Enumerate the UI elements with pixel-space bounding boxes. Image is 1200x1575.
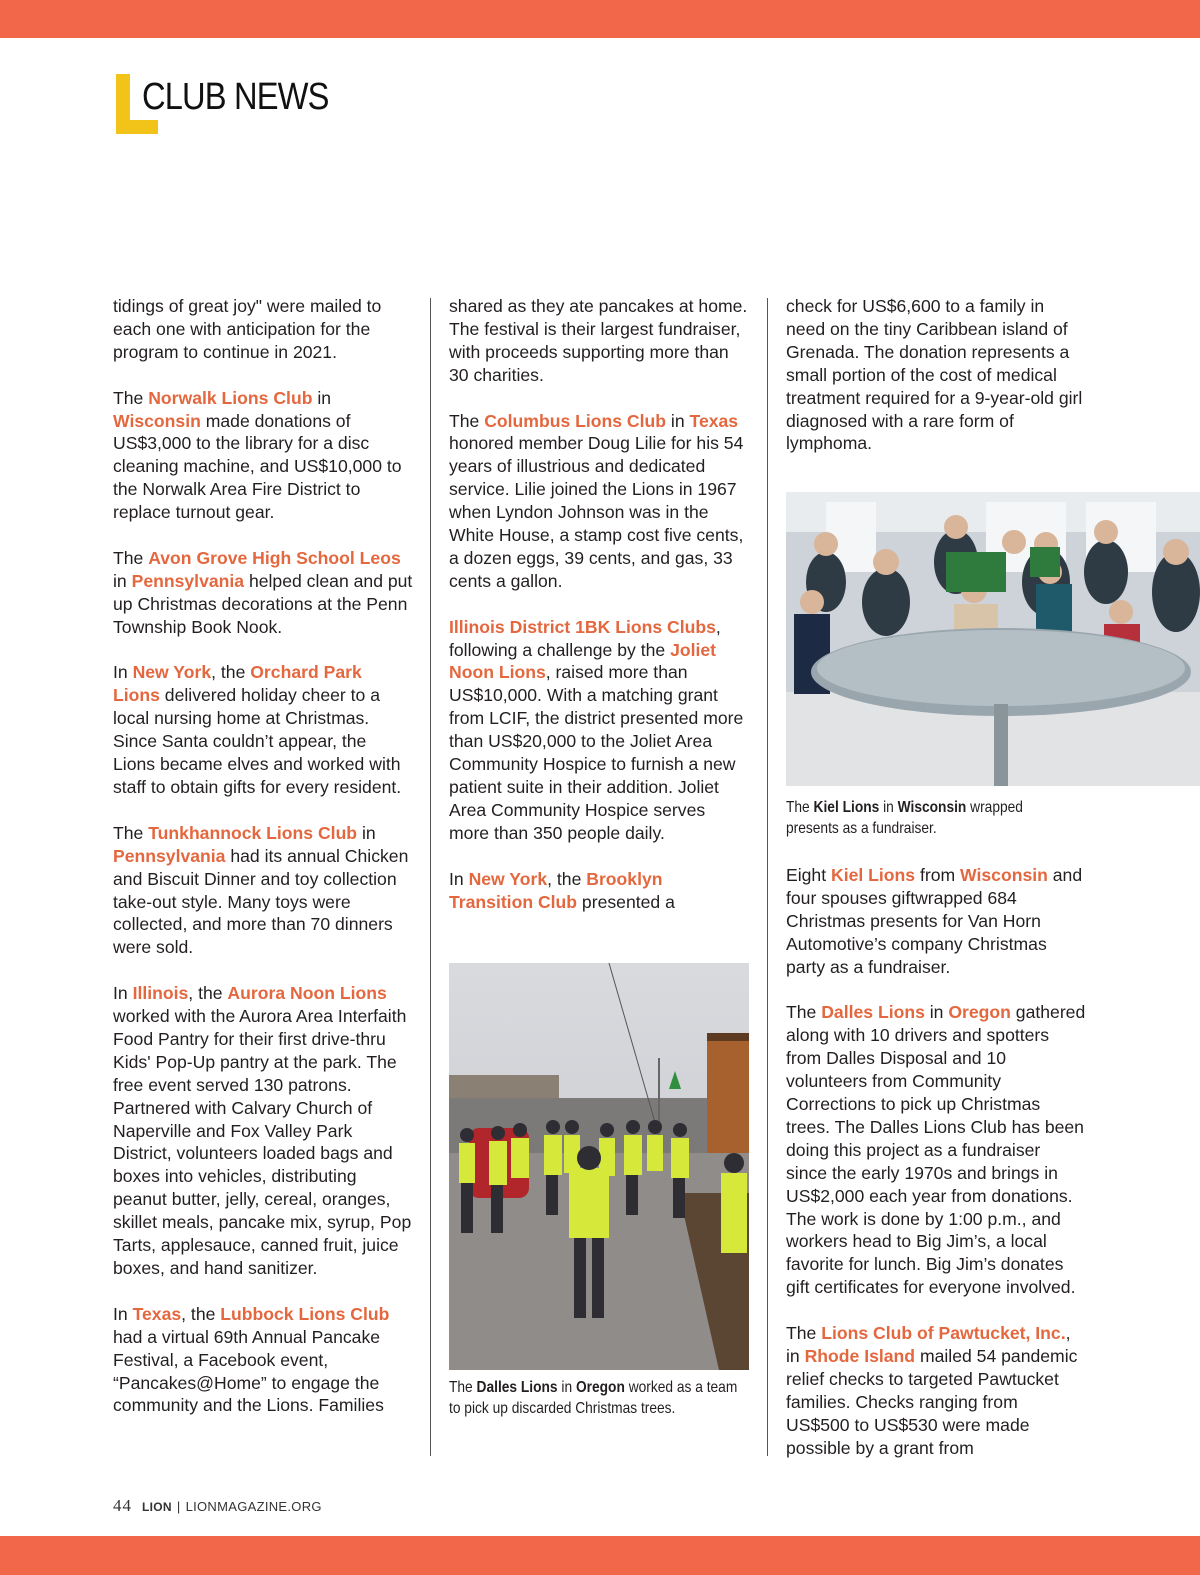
- article-paragraph: [786, 864, 1086, 979]
- footer-site-link[interactable]: LIONMAGAZINE.ORG: [185, 1499, 322, 1514]
- paragraph-text: , in: [786, 1323, 1071, 1366]
- photo-kiel-lions-wrapping: [786, 492, 1200, 786]
- page-number: 44: [113, 1496, 132, 1515]
- paragraph-text: shared as they ate pancakes at home. The festival is their largest fundraiser, with proceeds supporting more than 30 charities.: [449, 296, 748, 385]
- highlighted-name: Rhode Island: [804, 1346, 916, 1366]
- article-paragraph: [113, 387, 413, 524]
- paragraph-text: honored member Doug Lilie for his 54 years of illustrious and dedicated service. Lilie joined the Lions in 1967 when Lyndon Johnson was in the White House, a stamp cost five cents, a dozen eggs, 39 cents, and gas, 33 cents a gallon.: [449, 433, 744, 591]
- highlighted-name: Illinois: [132, 983, 189, 1004]
- paragraph-text: In: [449, 868, 469, 889]
- article-paragraph: [113, 661, 413, 798]
- article-column-2: [449, 295, 749, 936]
- article-paragraph: [449, 868, 749, 914]
- caption-bold-place: Wisconsin: [897, 799, 967, 816]
- paragraph-text: , the: [547, 868, 587, 889]
- caption-bold-club: Dalles Lions: [476, 1379, 558, 1396]
- paragraph-text: In: [113, 1303, 133, 1324]
- article-column-1: [113, 295, 413, 1440]
- highlighted-name: Orchard Park Lions: [113, 662, 362, 706]
- article-paragraph: [449, 295, 749, 387]
- paragraph-text: delivered holiday cheer to a local nursing home at Christmas. Since Santa couldn’t appear, the Lions became elves and worked with staff to obtain gifts for every resident.: [113, 685, 402, 797]
- bottom-accent-bar: [0, 1536, 1200, 1575]
- photo-dalles-lions-christmas-trees: [449, 963, 749, 1370]
- article-paragraph: [113, 982, 413, 1280]
- paragraph-text: check for US$6,600 to a family in need on the tiny Caribbean island of Grenada. The donation represents a small portion of the cost of medical treatment required for a 9-year-old girl diagnosed with a rare form of lymphoma.: [786, 296, 1083, 454]
- highlighted-name: Illinois District 1BK Lions Clubs: [449, 616, 716, 637]
- paragraph-text: and four spouses giftwrapped 684 Christmas presents for Van Horn Automotive’s company Christmas party as a fundraiser.: [786, 865, 1083, 977]
- paragraph-text: gathered along with 10 drivers and spotters from Dalles Disposal and 10 volunteers from Community Corrections to pick up Christmas trees. The Dalles Lions Club has been doing this project as a fundraiser since the early 1970s and brings in US$2,000 each year from donations. The work is done by 1:00 p.m., and workers head to Big Jim’s, a local favorite for lunch. Big Jim’s donates gift certificates for everyone involved.: [786, 1002, 1086, 1298]
- section-title: CLUB NEWS: [142, 76, 329, 118]
- paragraph-text: The: [786, 1323, 822, 1344]
- paragraph-text: in: [312, 387, 332, 408]
- article-paragraph: [113, 1303, 413, 1418]
- paragraph-text: in: [666, 410, 690, 431]
- paragraph-text: in: [924, 1002, 949, 1023]
- paragraph-text: had a virtual 69th Annual Pancake Festival, a Facebook event, “Pancakes@Home” to engage the community and the Lions. Families: [113, 1326, 384, 1416]
- paragraph-text: The: [113, 387, 149, 408]
- highlighted-name: Kiel Lions: [831, 865, 916, 885]
- page-footer: [113, 1496, 322, 1516]
- paragraph-text: The: [786, 1002, 822, 1023]
- highlighted-name: Lions Club of Pawtucket, Inc.: [821, 1323, 1066, 1344]
- article-paragraph: [786, 1322, 1086, 1459]
- paragraph-text: in: [357, 822, 376, 843]
- highlighted-name: Pennsylvania: [131, 570, 245, 591]
- paragraph-text: , the: [211, 662, 251, 683]
- highlighted-name: Avon Grove High School Leos: [148, 547, 401, 568]
- paragraph-text: In: [113, 983, 133, 1004]
- paragraph-text: , the: [188, 983, 228, 1004]
- highlighted-name: Norwalk Lions Club: [148, 387, 313, 408]
- highlighted-name: Pennsylvania: [113, 845, 226, 866]
- top-accent-bar: [0, 0, 1200, 38]
- highlighted-name: Tunkhannock Lions Club: [148, 822, 358, 843]
- paragraph-text: from: [915, 865, 961, 885]
- highlighted-name: New York: [132, 662, 212, 683]
- paragraph-text: , following a challenge by the: [449, 616, 721, 660]
- footer-separator: |: [176, 1499, 181, 1514]
- paragraph-text: In: [113, 662, 133, 683]
- paragraph-text: , the: [181, 1303, 221, 1324]
- paragraph-text: Eight: [786, 865, 831, 885]
- paragraph-text: The: [113, 822, 149, 843]
- highlighted-name: New York: [468, 868, 548, 889]
- column-divider: [767, 298, 768, 1456]
- article-paragraph: [113, 547, 413, 639]
- article-paragraph: [449, 616, 749, 845]
- caption-bold-club: Kiel Lions: [813, 799, 880, 816]
- paragraph-text: in: [113, 570, 132, 591]
- highlighted-name: Columbus Lions Club: [484, 410, 667, 431]
- highlighted-name: Aurora Noon Lions: [227, 983, 387, 1004]
- highlighted-name: Wisconsin: [960, 865, 1048, 885]
- paragraph-text: The: [113, 547, 149, 568]
- highlighted-name: Texas: [132, 1303, 182, 1324]
- caption-bold-place: Oregon: [575, 1379, 625, 1396]
- photo-caption: The Dalles Lions in Oregon worked as a team to pick up discarded Christmas trees.: [449, 1379, 738, 1417]
- paragraph-text: worked with the Aurora Area Interfaith Food Pantry for their first drive-thru Kids' Pop-Up pantry at the park. The free event served 130 patrons. Partnered with Calvary Church of Naperville and Fox Valley Park District, volunteers loaded bags and boxes into vehicles, distributing peanut butter, jelly, cereal, oranges, skillet meals, pancake mix, syrup, Pop Tarts, applesauce, canned fruit, juice boxes, and hand sanitizer.: [113, 1006, 412, 1278]
- article-paragraph: [786, 295, 1086, 455]
- paragraph-text: The: [449, 410, 485, 431]
- article-paragraph: [449, 410, 749, 593]
- highlighted-name: Joliet Noon Lions: [449, 639, 717, 683]
- article-column-3-continued: [786, 864, 1086, 1482]
- highlighted-name: Lubbock Lions Club: [220, 1303, 390, 1324]
- photo-caption: The Kiel Lions in Wisconsin wrapped presents as a fundraiser.: [786, 799, 1023, 837]
- paragraph-text: had its annual Chicken and Biscuit Dinner and toy collection take-out style. Many toys were collected, and more than 70 dinners were sold.: [113, 845, 409, 958]
- highlighted-name: Oregon: [948, 1002, 1011, 1023]
- paragraph-text: helped clean and put up Christmas decorations at the Penn Township Book Nook.: [113, 570, 413, 637]
- highlighted-name: Dalles Lions: [821, 1002, 925, 1023]
- article-paragraph: [786, 1001, 1086, 1299]
- highlighted-name: Brooklyn Transition Club: [449, 868, 663, 912]
- paragraph-text: made donations of US$3,000 to the library for a disc cleaning machine, and US$10,000 to the Norwalk Area Fire District to replace turnout gear.: [113, 410, 402, 523]
- footer-brand: LION: [142, 1500, 172, 1514]
- paragraph-text: tidings of great joy" were mailed to each one with anticipation for the program to continue in 2021.: [113, 296, 382, 362]
- column-divider: [430, 298, 431, 1456]
- highlighted-name: Wisconsin: [113, 410, 201, 431]
- article-column-3: [786, 295, 1086, 478]
- paragraph-text: presented a: [577, 891, 675, 912]
- article-paragraph: [113, 295, 413, 364]
- article-paragraph: [113, 822, 413, 959]
- highlighted-name: Texas: [689, 410, 739, 431]
- paragraph-text: mailed 54 pandemic relief checks to targeted Pawtucket families. Checks ranging from US$500 to US$530 were made possible by a grant from: [786, 1346, 1078, 1458]
- paragraph-text: , raised more than US$10,000. With a matching grant from LCIF, the district presented more than US$20,000 to the Joliet Area Community Hospice to furnish a new patient suite in their addition. Joliet Area Community Hospice serves more than 350 people daily.: [449, 662, 744, 843]
